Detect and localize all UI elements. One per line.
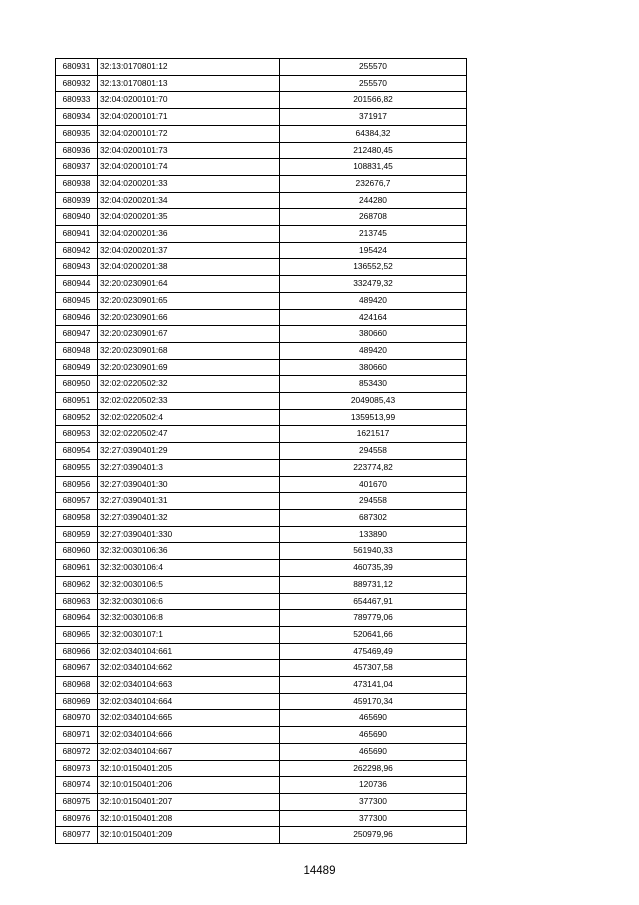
cadastral-number-cell: 32:04:0200201:36 <box>98 226 280 243</box>
value-cell: 489420 <box>280 292 467 309</box>
table-row <box>56 760 467 777</box>
table-row <box>56 610 467 627</box>
cadastral-number-cell: 32:13:0170801:12 <box>98 59 280 76</box>
value-cell: 64384,32 <box>280 125 467 142</box>
row-number-cell: 680935 <box>56 125 98 142</box>
row-number-cell: 680943 <box>56 259 98 276</box>
page-number: 14489 <box>303 865 336 877</box>
row-number-cell: 680936 <box>56 142 98 159</box>
table-row <box>56 777 467 794</box>
row-number-cell: 680960 <box>56 543 98 560</box>
row-number-cell: 680939 <box>56 192 98 209</box>
row-number-cell: 680933 <box>56 92 98 109</box>
table-row <box>56 493 467 510</box>
value-cell: 377300 <box>280 810 467 827</box>
value-cell: 268708 <box>280 209 467 226</box>
row-number-cell: 680977 <box>56 827 98 844</box>
cadastral-number-cell: 32:04:0200101:74 <box>98 159 280 176</box>
row-number-cell: 680965 <box>56 626 98 643</box>
value-cell: 136552,52 <box>280 259 467 276</box>
row-number-cell: 680954 <box>56 443 98 460</box>
table-row <box>56 677 467 694</box>
value-cell: 377300 <box>280 793 467 810</box>
value-cell: 108831,45 <box>280 159 467 176</box>
row-number-cell: 680951 <box>56 393 98 410</box>
value-cell: 133890 <box>280 526 467 543</box>
table-row <box>56 827 467 844</box>
value-cell: 201566,82 <box>280 92 467 109</box>
row-number-cell: 680957 <box>56 493 98 510</box>
row-number-cell: 680966 <box>56 643 98 660</box>
table-row <box>56 509 467 526</box>
cadastral-number-cell: 32:32:0030106:36 <box>98 543 280 560</box>
table-row <box>56 359 467 376</box>
value-cell: 244280 <box>280 192 467 209</box>
row-number-cell: 680947 <box>56 326 98 343</box>
table-row <box>56 560 467 577</box>
table-row <box>56 593 467 610</box>
cadastral-number-cell: 32:20:0230901:65 <box>98 292 280 309</box>
cadastral-number-cell: 32:04:0200101:72 <box>98 125 280 142</box>
value-cell: 465690 <box>280 727 467 744</box>
cadastral-number-cell: 32:32:0030106:6 <box>98 593 280 610</box>
table-row <box>56 426 467 443</box>
cadastral-number-cell: 32:02:0340104:661 <box>98 643 280 660</box>
value-cell: 687302 <box>280 509 467 526</box>
table-row <box>56 209 467 226</box>
table-row <box>56 376 467 393</box>
row-number-cell: 680967 <box>56 660 98 677</box>
value-cell: 475469,49 <box>280 643 467 660</box>
value-cell: 520641,66 <box>280 626 467 643</box>
row-number-cell: 680949 <box>56 359 98 376</box>
row-number-cell: 680950 <box>56 376 98 393</box>
row-number-cell: 680940 <box>56 209 98 226</box>
row-number-cell: 680976 <box>56 810 98 827</box>
value-cell: 380660 <box>280 326 467 343</box>
table-row <box>56 276 467 293</box>
table-row <box>56 810 467 827</box>
row-number-cell: 680931 <box>56 59 98 76</box>
cadastral-number-cell: 32:02:0220502:33 <box>98 393 280 410</box>
value-cell: 460735,39 <box>280 560 467 577</box>
value-cell: 371917 <box>280 109 467 126</box>
cadastral-number-cell: 32:32:0030106:8 <box>98 610 280 627</box>
value-cell: 459170,34 <box>280 693 467 710</box>
cadastral-number-cell: 32:32:0030106:4 <box>98 560 280 577</box>
value-cell: 1621517 <box>280 426 467 443</box>
table-row <box>56 342 467 359</box>
table-row <box>56 326 467 343</box>
cadastral-number-cell: 32:10:0150401:205 <box>98 760 280 777</box>
table-row <box>56 543 467 560</box>
cadastral-number-cell: 32:04:0200101:73 <box>98 142 280 159</box>
row-number-cell: 680973 <box>56 760 98 777</box>
table-row <box>56 92 467 109</box>
cadastral-number-cell: 32:32:0030106:5 <box>98 576 280 593</box>
table-row <box>56 192 467 209</box>
table-row <box>56 159 467 176</box>
cadastral-number-cell: 32:10:0150401:207 <box>98 793 280 810</box>
cadastral-number-cell: 32:02:0220502:32 <box>98 376 280 393</box>
row-number-cell: 680963 <box>56 593 98 610</box>
value-cell: 654467,91 <box>280 593 467 610</box>
value-cell: 223774,82 <box>280 459 467 476</box>
value-cell: 424164 <box>280 309 467 326</box>
cadastral-number-cell: 32:02:0340104:665 <box>98 710 280 727</box>
row-number-cell: 680941 <box>56 226 98 243</box>
row-number-cell: 680956 <box>56 476 98 493</box>
cadastral-number-cell: 32:04:0200201:34 <box>98 192 280 209</box>
row-number-cell: 680952 <box>56 409 98 426</box>
value-cell: 465690 <box>280 710 467 727</box>
cadastral-number-cell: 32:27:0390401:31 <box>98 493 280 510</box>
row-number-cell: 680972 <box>56 743 98 760</box>
cadastral-number-cell: 32:27:0390401:32 <box>98 509 280 526</box>
cadastral-number-cell: 32:27:0390401:30 <box>98 476 280 493</box>
cadastral-number-cell: 32:02:0340104:663 <box>98 677 280 694</box>
row-number-cell: 680955 <box>56 459 98 476</box>
table-row <box>56 109 467 126</box>
cadastral-number-cell: 32:32:0030107:1 <box>98 626 280 643</box>
row-number-cell: 680932 <box>56 75 98 92</box>
cadastral-number-cell: 32:02:0220502:4 <box>98 409 280 426</box>
value-cell: 853430 <box>280 376 467 393</box>
cadastral-number-cell: 32:20:0230901:66 <box>98 309 280 326</box>
row-number-cell: 680969 <box>56 693 98 710</box>
cadastral-number-cell: 32:10:0150401:206 <box>98 777 280 794</box>
table-row <box>56 576 467 593</box>
row-number-cell: 680968 <box>56 677 98 694</box>
cadastral-number-cell: 32:04:0200201:35 <box>98 209 280 226</box>
table-row <box>56 526 467 543</box>
value-cell: 465690 <box>280 743 467 760</box>
value-cell: 212480,45 <box>280 142 467 159</box>
row-number-cell: 680958 <box>56 509 98 526</box>
value-cell: 561940,33 <box>280 543 467 560</box>
row-number-cell: 680945 <box>56 292 98 309</box>
value-cell: 262298,96 <box>280 760 467 777</box>
table-row <box>56 459 467 476</box>
value-cell: 889731,12 <box>280 576 467 593</box>
value-cell: 294558 <box>280 443 467 460</box>
row-number-cell: 680975 <box>56 793 98 810</box>
value-cell: 380660 <box>280 359 467 376</box>
cadastral-number-cell: 32:20:0230901:67 <box>98 326 280 343</box>
value-cell: 473141,04 <box>280 677 467 694</box>
value-cell: 332479,32 <box>280 276 467 293</box>
value-cell: 1359513,99 <box>280 409 467 426</box>
cadastral-number-cell: 32:02:0340104:666 <box>98 727 280 744</box>
value-cell: 401670 <box>280 476 467 493</box>
cadastral-value-table <box>55 58 467 844</box>
table-row <box>56 259 467 276</box>
cadastral-number-cell: 32:27:0390401:3 <box>98 459 280 476</box>
table-row <box>56 309 467 326</box>
cadastral-number-cell: 32:02:0220502:47 <box>98 426 280 443</box>
cadastral-number-cell: 32:02:0340104:664 <box>98 693 280 710</box>
row-number-cell: 680964 <box>56 610 98 627</box>
row-number-cell: 680942 <box>56 242 98 259</box>
value-cell: 195424 <box>280 242 467 259</box>
value-cell: 294558 <box>280 493 467 510</box>
table-row <box>56 743 467 760</box>
row-number-cell: 680962 <box>56 576 98 593</box>
table-row <box>56 242 467 259</box>
table-row <box>56 793 467 810</box>
value-cell: 255570 <box>280 75 467 92</box>
table-row <box>56 643 467 660</box>
table-row <box>56 292 467 309</box>
value-cell: 232676,7 <box>280 175 467 192</box>
cadastral-number-cell: 32:04:0200101:71 <box>98 109 280 126</box>
cadastral-number-cell: 32:10:0150401:209 <box>98 827 280 844</box>
table-row <box>56 142 467 159</box>
row-number-cell: 680934 <box>56 109 98 126</box>
table-row <box>56 175 467 192</box>
table-row <box>56 693 467 710</box>
table-body <box>56 59 467 844</box>
table-row <box>56 409 467 426</box>
cadastral-number-cell: 32:13:0170801:13 <box>98 75 280 92</box>
table-row <box>56 626 467 643</box>
table-row <box>56 393 467 410</box>
row-number-cell: 680948 <box>56 342 98 359</box>
row-number-cell: 680937 <box>56 159 98 176</box>
table-row <box>56 75 467 92</box>
value-cell: 2049085,43 <box>280 393 467 410</box>
value-cell: 250979,96 <box>280 827 467 844</box>
cadastral-number-cell: 32:02:0340104:667 <box>98 743 280 760</box>
row-number-cell: 680970 <box>56 710 98 727</box>
table-row <box>56 476 467 493</box>
row-number-cell: 680938 <box>56 175 98 192</box>
cadastral-number-cell: 32:27:0390401:330 <box>98 526 280 543</box>
cadastral-number-cell: 32:20:0230901:69 <box>98 359 280 376</box>
cadastral-number-cell: 32:27:0390401:29 <box>98 443 280 460</box>
cadastral-number-cell: 32:04:0200101:70 <box>98 92 280 109</box>
row-number-cell: 680971 <box>56 727 98 744</box>
table-row <box>56 125 467 142</box>
row-number-cell: 680953 <box>56 426 98 443</box>
row-number-cell: 680959 <box>56 526 98 543</box>
cadastral-number-cell: 32:04:0200201:33 <box>98 175 280 192</box>
row-number-cell: 680944 <box>56 276 98 293</box>
table-row <box>56 59 467 76</box>
table-row <box>56 660 467 677</box>
value-cell: 457307,58 <box>280 660 467 677</box>
cadastral-number-cell: 32:20:0230901:68 <box>98 342 280 359</box>
row-number-cell: 680946 <box>56 309 98 326</box>
cadastral-number-cell: 32:04:0200201:37 <box>98 242 280 259</box>
row-number-cell: 680961 <box>56 560 98 577</box>
value-cell: 120736 <box>280 777 467 794</box>
value-cell: 213745 <box>280 226 467 243</box>
cadastral-number-cell: 32:04:0200201:38 <box>98 259 280 276</box>
cadastral-number-cell: 32:10:0150401:208 <box>98 810 280 827</box>
row-number-cell: 680974 <box>56 777 98 794</box>
table-row <box>56 727 467 744</box>
value-cell: 789779,06 <box>280 610 467 627</box>
table-row <box>56 710 467 727</box>
cadastral-number-cell: 32:20:0230901:64 <box>98 276 280 293</box>
table-row <box>56 226 467 243</box>
table-row <box>56 443 467 460</box>
cadastral-number-cell: 32:02:0340104:662 <box>98 660 280 677</box>
value-cell: 489420 <box>280 342 467 359</box>
value-cell: 255570 <box>280 59 467 76</box>
